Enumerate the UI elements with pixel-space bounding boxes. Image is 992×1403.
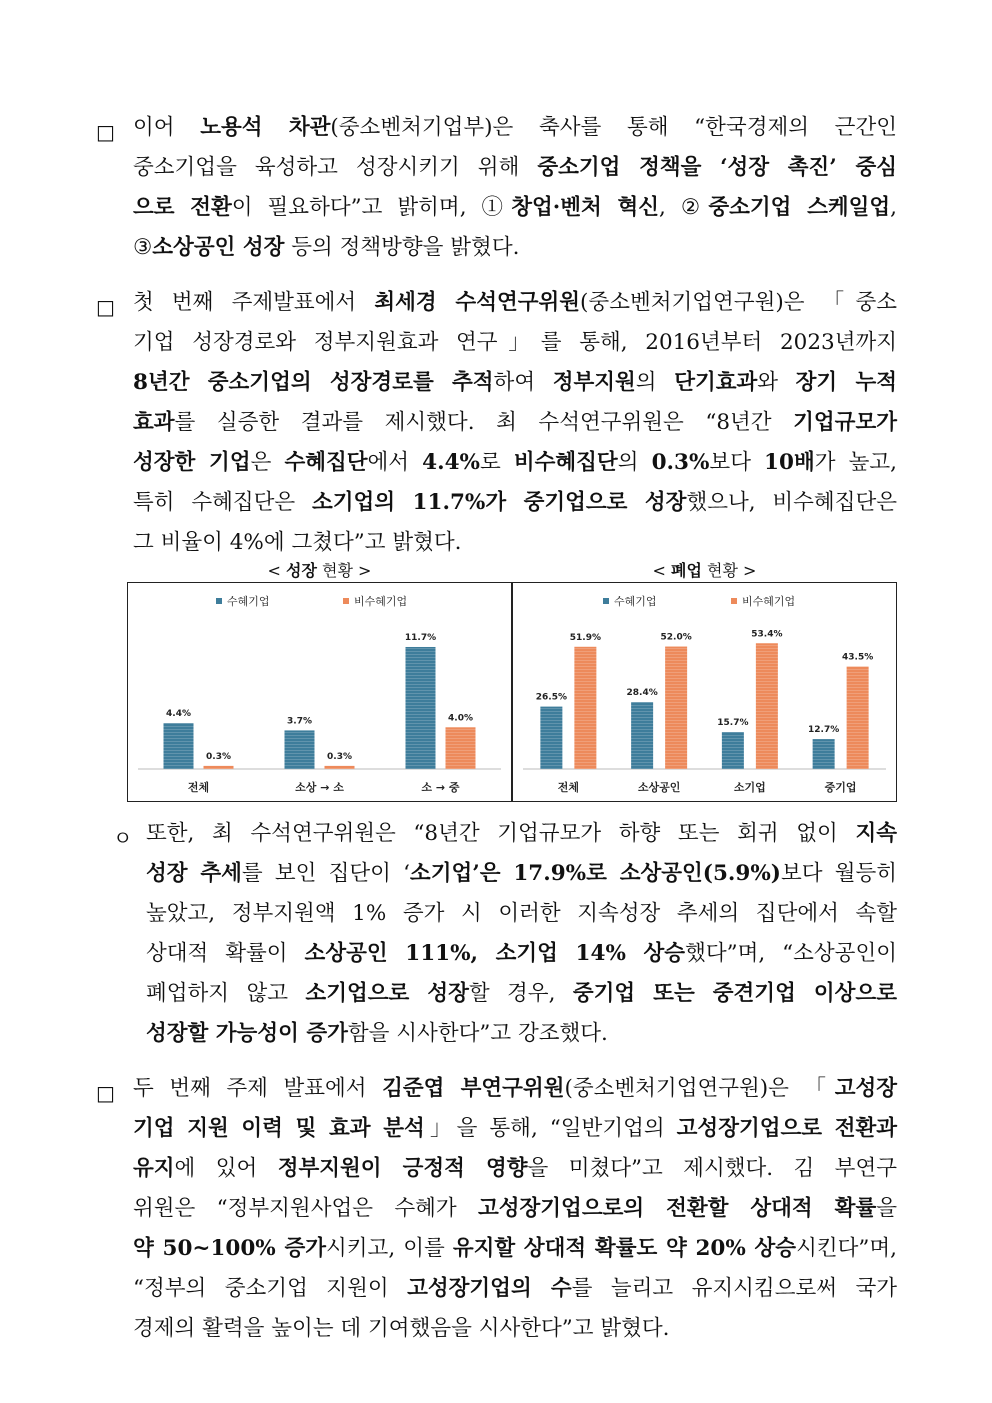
bar [813, 739, 835, 769]
text-line: 높았고, 정부지원액 1% 증가 시 이러한 지속성장 추세의 집단에서 속할 [146, 901, 897, 926]
data-label: 0.3% [327, 751, 352, 762]
data-label: 4.4% [166, 709, 191, 720]
text-line: 특히 수혜집단은 소기업의 11.7%가 중기업으로 성장했으나, 비수혜집단은 [133, 490, 898, 515]
bar [325, 766, 355, 769]
data-label: 28.4% [626, 688, 658, 699]
bar [574, 647, 596, 769]
chart-title-closure: < 폐업 현황 > [652, 561, 757, 580]
bar [722, 732, 744, 769]
legend-label: 비수혜기업 [354, 595, 408, 608]
text-line: 성장할 가능성이 증가함을 시사한다”고 강조했다. [146, 1021, 608, 1046]
category-label: 소 → 중 [421, 781, 460, 794]
data-label: 26.5% [535, 692, 567, 703]
text-line: 두 번째 주제 발표에서 김준엽 부연구위원(중소벤처기업연구원)은 「고성장 [133, 1076, 898, 1101]
text-line: 상대적 확률이 소상공인 111%, 소기업 14% 상승했다”며, “소상공인이 [146, 941, 897, 966]
legend-swatch [216, 598, 222, 604]
bar [540, 707, 562, 769]
text-line: 이어 노용석 차관(중소벤처기업부)은 축사를 통해 “한국경제의 근간인 [133, 115, 897, 140]
bar [204, 766, 234, 769]
bar [631, 702, 653, 769]
text-line: 중소기업을 육성하고 성장시키기 위해 중소기업 정책을 ‘성장 촉진’ 중심 [133, 155, 897, 180]
bar [164, 723, 194, 769]
text-line: 성장 추세를 보인 집단이 ‘소기업’은 17.9%로 소상공인(5.9%)보다 월등히 [146, 861, 897, 886]
bar [406, 647, 436, 769]
category-label: 소상 → 소 [295, 781, 344, 794]
chart-closure-svg [513, 583, 896, 801]
bar [285, 730, 315, 769]
legend-swatch [603, 598, 609, 604]
text-line: 약 50~100% 증가시키고, 이를 유지할 상대적 확률도 약 20% 상승시킨다”며, [133, 1236, 897, 1261]
category-label: 중기업 [824, 781, 857, 794]
text-line: “정부의 중소기업 지원이 고성장기업의 수를 늘리고 유지시킴으로써 국가 [133, 1276, 898, 1301]
text-line: 유지에 있어 정부지원이 긍정적 영향을 미쳤다”고 제시했다. 김 부연구 [133, 1156, 897, 1181]
charts-area [127, 558, 897, 803]
bar [446, 727, 476, 769]
text-line: 경제의 활력을 높이는 데 기여했음을 시사한다”고 밝혔다. [133, 1316, 670, 1341]
bar [756, 643, 778, 769]
data-label: 43.5% [842, 652, 874, 663]
text-line: 성장한 기업은 수혜집단에서 4.4%로 비수혜집단의 0.3%보다 10배가 높고, [133, 450, 897, 475]
legend-label: 수혜기업 [614, 595, 657, 608]
category-label: 소상공인 [637, 781, 681, 794]
square-bullet-icon: □ [96, 295, 115, 319]
bar [665, 647, 687, 769]
chart-growth [127, 582, 512, 802]
text-line: 기업 지원 이력 및 효과 분석」을 통해, “일반기업의 고성장기업으로 전환과 [133, 1116, 898, 1141]
circle-bullet-icon: ㅇ [113, 826, 133, 850]
text-line: ③소상공인 성장 등의 정책방향을 밝혔다. [133, 235, 520, 260]
text-line: 기업 성장경로와 정부지원효과 연구」를 통해, 2016년부터 2023년까지 [133, 330, 897, 355]
text-line: 그 비율이 4%에 그쳤다”고 밝혔다. [133, 530, 462, 555]
bar [847, 667, 869, 769]
data-label: 15.7% [717, 718, 749, 729]
category-label: 소기업 [733, 781, 766, 794]
square-bullet-icon: □ [96, 120, 115, 144]
data-label: 11.7% [404, 632, 437, 643]
data-label: 3.7% [287, 716, 312, 727]
text-line: 효과를 실증한 결과를 제시했다. 최 수석연구위원은 “8년간 기업규모가 [133, 410, 897, 435]
category-label: 전체 [187, 781, 210, 794]
text-line: 으로 전환이 필요하다”고 밝히며, ①창업·벤처 혁신, ②중소기업 스케일업, [133, 195, 897, 220]
chart-closure [512, 582, 897, 802]
text-line: 폐업하지 않고 소기업으로 성장할 경우, 중기업 또는 중견기업 이상으로 [146, 981, 897, 1006]
legend-swatch [731, 598, 737, 604]
category-label: 전체 [557, 781, 580, 794]
data-label: 4.0% [448, 713, 473, 724]
square-bullet-icon: □ [96, 1081, 115, 1105]
legend-label: 수혜기업 [227, 595, 270, 608]
text-line: 8년간 중소기업의 성장경로를 추적하여 정부지원의 단기효과와 장기 누적 [133, 370, 898, 395]
text-line: 첫 번째 주제발표에서 최세경 수석연구위원(중소벤처기업연구원)은 「중소 [133, 290, 897, 315]
data-label: 52.0% [660, 632, 692, 643]
text-line: 위원은 “정부지원사업은 수혜가 고성장기업으로의 전환할 상대적 확률을 [133, 1196, 898, 1221]
data-label: 0.3% [206, 751, 231, 762]
data-label: 12.7% [808, 725, 840, 736]
chart-title-growth: < 성장 현황 > [267, 561, 372, 580]
legend-swatch [343, 598, 349, 604]
chart-growth-svg [128, 583, 511, 801]
data-label: 51.9% [569, 632, 601, 643]
legend-label: 비수혜기업 [742, 595, 796, 608]
text-line: 또한, 최 수석연구위원은 “8년간 기업규모가 하향 또는 회귀 없이 지속 [146, 821, 897, 846]
data-label: 53.4% [751, 629, 783, 640]
